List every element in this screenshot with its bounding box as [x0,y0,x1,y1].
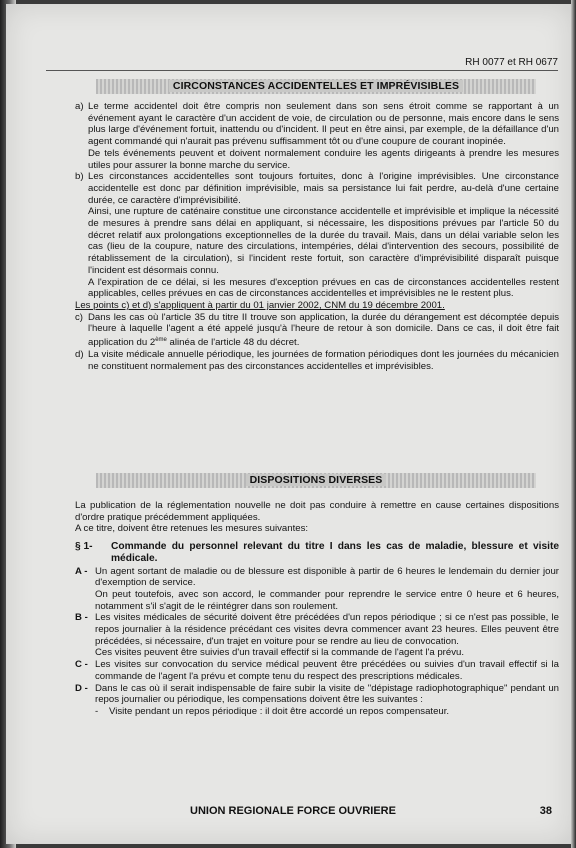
point-label: d) [75,348,84,360]
article-1-heading [75,541,559,565]
section-dispositions-body [75,500,559,718]
point-a-paragraph-1: Le terme accidentel doit être compris non seulement dans son sens étroit comme se rapportant à un événement ayant le caractère d'un accident de voie, de circulation ou de personne, mais encore dans le sens plus large d'événement fortuit, inattendu ou d'incident. Il peut en être ainsi, par exemple, de la défaillance d'un agent commandé qui n'aurait pas prévenu suffisamment tôt ou d'une coupure de courant inopinée. [88,101,559,148]
point-label: c) [75,311,83,323]
measure-a-paragraph-1: Un agent sortant de maladie ou de blessure est disponible à partir de 6 heures le lendemain du dernier jour d'exemption de service. [95,565,559,589]
point-b-paragraph-2: Ainsi, une rupture de caténaire constitue une circonstance accidentelle et imprévisible et implique la nécessité de mesures à prendre sans délai en appliquant, si nécessaire, les dispositions prévues par l'article 50 du décret relatif aux prolongations exceptionnelles de la durée du travail. Mais, dans un délai variable selon les cas (lieu de la coupure, nature des circulations, intempéries, délai d'intervention des secours, possibilité de rétablissement de la circulation), si l'incident reste fortuit, son caractère d'imprévisibilité disparaît puisque l'incident est désormais connu. [88,206,559,276]
measure-b-paragraph-2: Ces visites peuvent être suivies d'un travail effectif si la commande de l'agent l'a prévu. [95,647,465,659]
point-c-paragraph: Dans les cas où l'article 35 du titre II trouve son application, la durée du dérangement est décomptée depuis l'heure à laquelle l'agent a été appelé jusqu'à l'heure de retour à son domicile. Dans ce cas, il doit être fait application du 2ème alinéa de l'article 48 du décret. [88,311,559,349]
measure-label: A - [75,565,88,577]
measure-c-paragraph: Les visites sur convocation du service médical peuvent être précédées ou suivies d'un travail effectif si la commande de l'agent l'a prévu et compte tenu du respect des prescriptions médicales. [95,659,559,682]
section-title-circonstances [96,79,536,94]
point-a-paragraph-2: De tels événements peuvent et doivent normalement conduire les agents dirigeants à prendre les mesures utiles pour assurer la bonne marche du service. [88,147,559,171]
measure-a-paragraph-2: On peut toutefois, avec son accord, le commander pour reprendre le service entre 0 heure et 6 heures, notamment s'il s'agit de le réintégrer dans son roulement. [95,588,559,612]
measure-c [75,659,559,682]
measure-d-paragraph: Dans le cas où il serait indispensable de faire subir la visite de "dépistage radiophotographique" pendant un repos journalier ou périodique, les compensations doivent être les suivantes : [95,682,559,706]
point-d-paragraph: La visite médicale annuelle périodique, les journées de formation périodiques dont les journées du mécanicien ne constituent normalement pas des circonstances accidentelles et imprévisibles. [88,348,559,372]
bullet-dash: - [95,705,99,717]
applicability-note: Les points c) et d) s'appliquent à partir du 01 janvier 2002, CNM du 19 décembre 2001. [75,299,445,311]
measure-b [75,612,559,659]
section-title-text: CIRCONSTANCES ACCIDENTELLES ET IMPRÉVISIBLES [169,80,463,92]
bullet-text: Visite pendant un repos périodique : il doit être accordé un repos compensateur. [109,705,450,717]
point-d [75,349,559,372]
intro-paragraph-2: A ce titre, doivent être retenues les mesures suivantes: [75,523,309,535]
point-a [75,101,559,171]
measure-label: B - [75,612,88,624]
page-number: 38 [539,805,552,817]
header-rule [46,70,558,71]
measure-label: C - [75,659,88,671]
point-b-paragraph-3: A l'expiration de ce délai, si les mesures d'exception prévues en cas de circonstances accidentelles restent applicables, celles prévues en cas de circonstances accidentelles et imprévisibles ne le restent plus. [88,276,559,300]
point-label: b) [75,171,84,183]
scan-right-edge [571,0,576,848]
measure-d-bullet [75,706,559,718]
article-label: § 1- [75,541,93,553]
section-title-text: DISPOSITIONS DIVERSES [246,474,387,486]
section-title-dispositions [96,473,536,488]
point-b [75,171,559,300]
point-label: a) [75,101,84,112]
point-c [75,312,559,349]
article-title: Commande du personnel relevant du titre I dans les cas de maladie, blessure et visite médicale. [111,541,559,565]
measure-label: D - [75,682,88,694]
measure-b-paragraph-1: Les visites médicales de sécurité doivent être précédées d'un repos périodique ; si ce n'est pas possible, le repos journalier à la résidence précédant ces visites devra commencer avant 23 heures. Elles peuvent être précédées, si nécessaire, d'un trajet en voiture pour se rendre au lieu de convocation. [95,612,559,647]
intro-paragraph-1: La publication de la réglementation nouvelle ne doit pas conduire à remettre en cause certaines dispositions d'ordre pratique précédemment appliquées. [75,500,559,523]
measure-d [75,683,559,706]
section-circonstances-body [75,101,559,372]
point-b-paragraph-1: Les circonstances accidentelles sont toujours fortuites, donc à l'origine imprévisibles. Une circonstance accidentelle est donc par définition imprévisible, mais sa persistance lui fait perdre, au-delà d'une certaine durée, ce caractère d'imprévisibilité. [88,171,559,206]
footer-union-title: UNION REGIONALE FORCE OUVRIERE [190,805,396,817]
document-reference: RH 0077 et RH 0677 [465,57,558,68]
measure-a [75,566,559,613]
